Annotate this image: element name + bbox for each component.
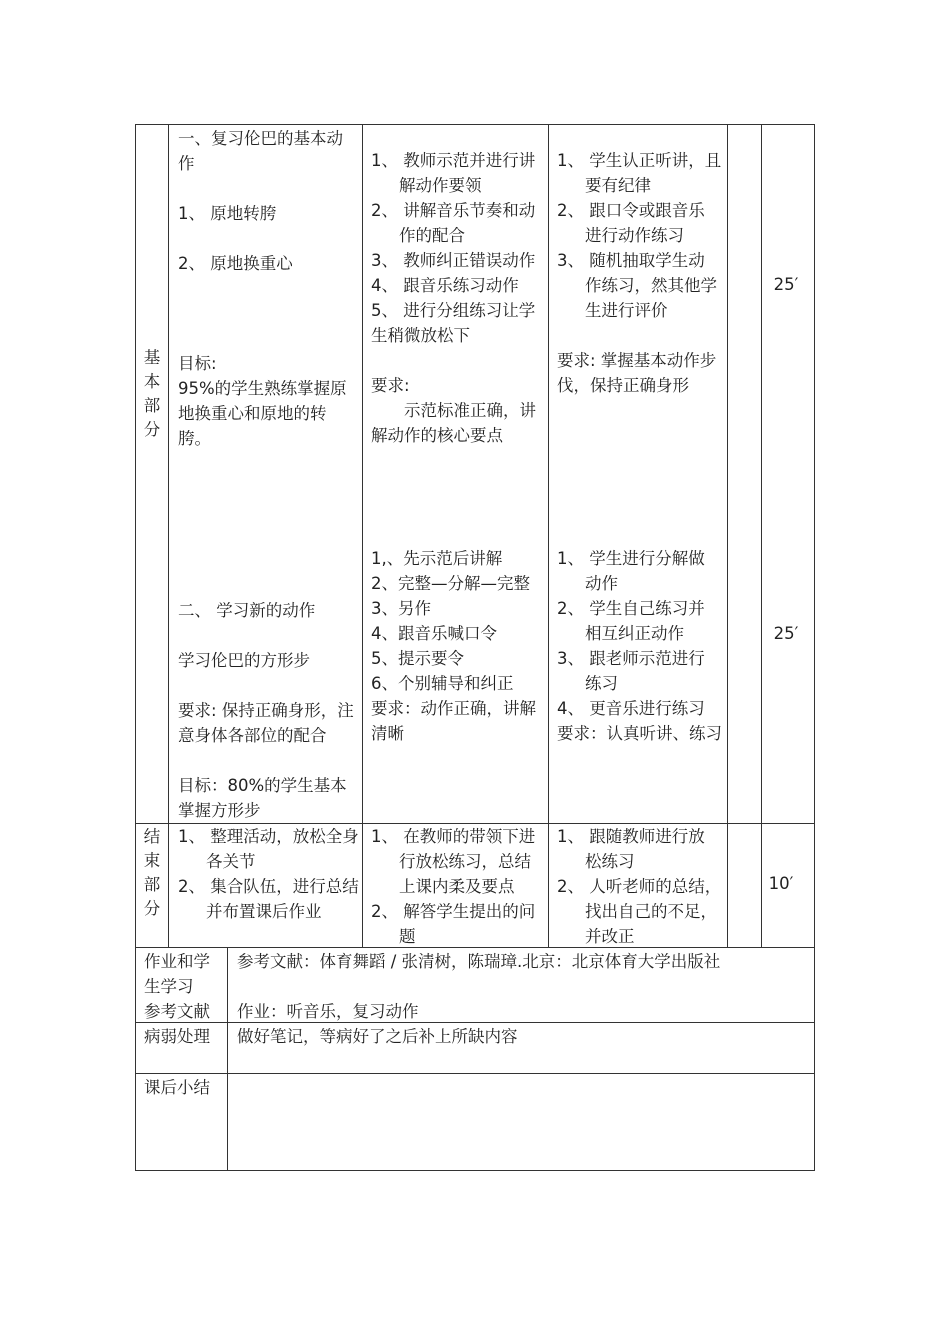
new-moves-time: 25′: [773, 624, 799, 643]
end-student-cell: 1、 跟随教师进行放 松练习 2、 人听老师的总结， 找出自己的不足， 并改正: [557, 827, 722, 946]
review-item-2: 2、 原地换重心: [178, 254, 293, 273]
end-teacher-cell: 1、 在教师的带领下进 行放松练习，总结 上课内柔及要点 2、 解答学生提出的问 题: [371, 827, 536, 946]
col-divider-4: [727, 124, 728, 947]
reference-text: 参考文献：体育舞蹈 / 张清树，陈瑞璋.北京：北京体育大学出版社: [237, 952, 721, 971]
review-student-cell: 1、 学生认正听讲，且 要有纪律 2、 跟口令或跟音乐 进行动作练习 3、 随机抽取学生动 作练习，然其他学 生进行评价 要求: 掌握基本动作步 伐，保持正确身形: [557, 151, 722, 395]
new-moves-content-cell: 二、 学习新的动作 学习伦巴的方形步 要求: 保持正确身形，注 意身体各部位的配合 目标：80%的学生基本 掌握方形步: [178, 598, 354, 823]
end-content-cell: 1、 整理活动，放松全身 各关节 2、 集合队伍，进行总结 并布置课后作业: [178, 827, 359, 921]
col-divider-1: [168, 124, 169, 947]
summary-label: 课后小结: [144, 1078, 210, 1097]
review-item-1: 1、 原地转胯: [178, 204, 277, 223]
review-teacher-req-label: 要求:: [371, 376, 410, 395]
review-content-cell: 一、复习伦巴的基本动 作 1、 原地转胯 2、 原地换重心 目标: 95%的学生熟练掌握原 地换重心和原地的转 胯。: [178, 126, 347, 451]
review-title: 一、复习伦巴的基本动: [178, 129, 343, 148]
assignment-text: 作业：听音乐，复习动作: [237, 1002, 419, 1021]
illness-text: 做好笔记，等病好了之后补上所缺内容: [237, 1027, 518, 1046]
col-divider-5: [761, 124, 762, 947]
review-teacher-cell: 1、 教师示范并进行讲 解动作要领 2、 讲解音乐节奏和动 作的配合 3、 教师纠正错误动作 4、 跟音乐练习动作 5、 进行分组练习让学 生稍微放松下 要求: 示范标准正确，讲 解动作的核心要点: [371, 151, 536, 445]
section-label-basic: 基 本 部 分: [143, 348, 161, 439]
end-time: 10′: [768, 874, 794, 893]
homework-content: [237, 949, 720, 1024]
col-divider-3: [548, 124, 549, 947]
new-moves-title: 二、 学习新的动作: [178, 601, 316, 620]
section-label-end: 结 束 部 分: [143, 827, 161, 918]
row-divider-summary: [135, 1073, 815, 1074]
homework-label: 作业和学 生学习 参考文献: [144, 952, 210, 1021]
illness-label: 病弱处理: [144, 1027, 210, 1046]
review-time: 25′: [773, 275, 799, 294]
new-moves-subtitle: 学习伦巴的方形步: [178, 651, 310, 670]
col-divider-2: [362, 124, 363, 947]
new-moves-teacher-cell: 1,、先示范后讲解 2、完整—分解—完整 3、另作 4、跟音乐喊口令 5、提示要令 6、个别辅导和纠正 要求：动作正确，讲解 清晰: [371, 549, 536, 743]
new-moves-student-cell: 1、 学生进行分解做 动作 2、 学生自己练习并 相互纠正动作 3、 跟老师示范进行 练习 4、 更音乐进行练习 要求：认真听讲、练习: [557, 549, 722, 743]
review-goal-label: 目标:: [178, 354, 217, 373]
col-divider-label: [227, 947, 228, 1171]
